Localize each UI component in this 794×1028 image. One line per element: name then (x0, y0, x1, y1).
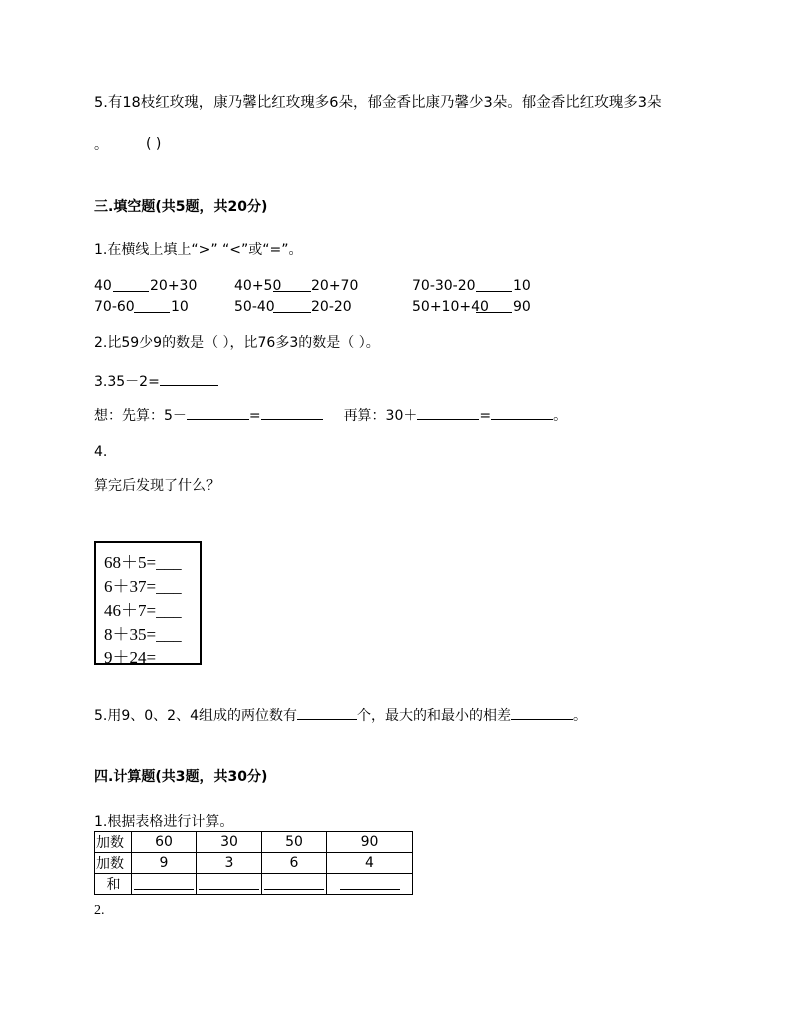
fill3-end-period: 。 (553, 408, 568, 424)
fill4-prompt: 算完后发现了什么？ (94, 478, 220, 494)
compare-right: 90 (513, 299, 531, 315)
q5-period: 。 (94, 137, 108, 153)
fill5-part-b: 个，最大的和最小的相差 (357, 708, 511, 724)
box-equation: 68＋5=___ (104, 553, 182, 572)
compare-left: 70-30-20 (412, 278, 476, 294)
addition-table (94, 831, 413, 895)
section3-title: 三.填空题(共5题，共20分) (94, 199, 268, 215)
fill3-expression-text: 3.35－2= (94, 374, 160, 390)
fill3-equals: = (248, 408, 261, 424)
box-equation: 46＋7=___ (104, 601, 182, 620)
table-row (95, 832, 413, 853)
table-cell: 30 (197, 832, 262, 853)
fill1-prompt: 1.在横线上填上“>” “<”或“=”。 (94, 242, 303, 258)
compare-right: 10 (171, 299, 189, 315)
sum-cell (262, 874, 327, 895)
compare-left: 40+50 (234, 278, 282, 294)
sum-blank[interactable] (199, 875, 259, 890)
table-row (95, 874, 413, 895)
table-cell: 6 (262, 853, 327, 874)
compare-blank[interactable] (113, 279, 149, 292)
compare-left: 40 (94, 278, 112, 294)
box-equation: 8＋35=___ (104, 625, 182, 644)
fill4-number: 4. (94, 444, 108, 460)
compare-right: 20+70 (311, 278, 359, 294)
fill3-think-blank-1[interactable] (187, 407, 249, 420)
section4-title: 四.计算题(共3题，共30分) (94, 769, 268, 785)
fill2-text: 2.比59少9的数是（ ），比76多3的数是（ ）。 (94, 335, 380, 351)
compare-blank[interactable] (273, 279, 311, 292)
table-cell: 60 (132, 832, 197, 853)
fill3-answer-blank[interactable] (160, 373, 218, 386)
fill5-part-a: 5.用9、0、2、4组成的两位数有 (94, 708, 297, 724)
row-label: 和 (95, 874, 132, 895)
fill3-then-label: 再算：30＋ (343, 408, 418, 424)
q5-answer-paren: ( ) (146, 136, 162, 152)
calc1-prompt: 1.根据表格进行计算。 (94, 814, 234, 830)
sum-cell (132, 874, 197, 895)
sum-cell (197, 874, 262, 895)
compare-blank[interactable] (134, 300, 170, 313)
q5-statement: 5.有18枝红玫瑰，康乃馨比红玫瑰多6朵，郁金香比康乃馨少3朵。郁金香比红玫瑰多3朵 (94, 95, 662, 111)
compare-left: 70-60 (94, 299, 135, 315)
compare-blank[interactable] (476, 300, 512, 313)
box-equation: 9＋24=___ (104, 648, 182, 667)
sum-blank[interactable] (134, 875, 194, 890)
fill3-thinking (94, 407, 567, 425)
fill3-then-blank-2[interactable] (491, 407, 553, 420)
calc2-number: 2. (94, 903, 105, 918)
fill5-part-c: 。 (573, 708, 587, 724)
table-cell: 9 (132, 853, 197, 874)
fill3-then-blank-1[interactable] (417, 407, 479, 420)
fill3-equals: = (479, 408, 492, 424)
compare-right: 20-20 (311, 299, 352, 315)
compare-right: 10 (513, 278, 531, 294)
fill3-think-label: 想：先算：5－ (94, 408, 187, 424)
row-label: 加数 (95, 853, 132, 874)
table-cell: 3 (197, 853, 262, 874)
row-label: 加数 (95, 832, 132, 853)
sum-blank[interactable] (264, 875, 324, 890)
fill5-difference-blank[interactable] (511, 707, 573, 720)
compare-blank[interactable] (476, 279, 512, 292)
fill3-expression (94, 373, 218, 391)
table-cell: 90 (327, 832, 413, 853)
compare-right: 20+30 (150, 278, 198, 294)
box-equation: 6＋37=___ (104, 577, 182, 596)
table-cell: 4 (327, 853, 413, 874)
compare-left: 50+10+40 (412, 299, 489, 315)
compare-blank[interactable] (273, 300, 311, 313)
addition-box (94, 541, 202, 665)
sum-cell (327, 874, 413, 895)
fill5-count-blank[interactable] (297, 707, 357, 720)
table-cell: 50 (262, 832, 327, 853)
fill5-text (94, 707, 587, 725)
table-row (95, 853, 413, 874)
fill3-think-blank-2[interactable] (261, 407, 323, 420)
sum-blank[interactable] (340, 875, 400, 890)
compare-left: 50-40 (234, 299, 275, 315)
